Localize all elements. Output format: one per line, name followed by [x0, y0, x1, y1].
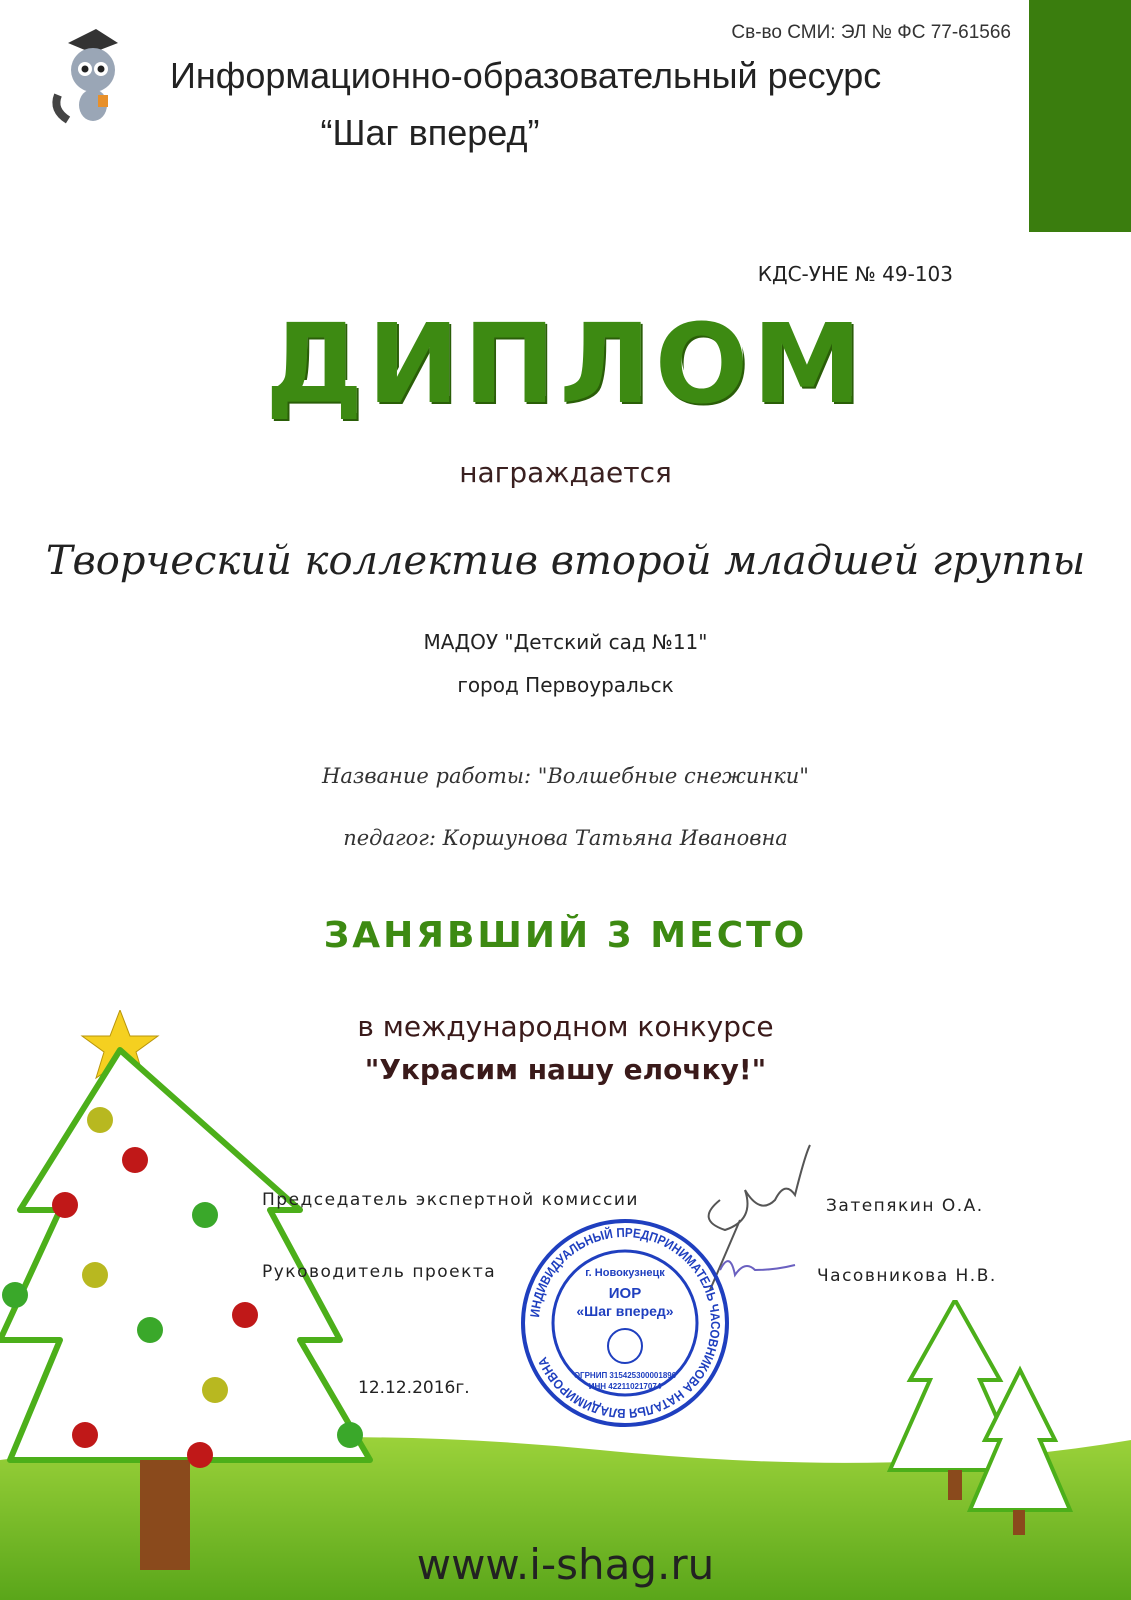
lead-name: Часовникова Н.В.: [817, 1266, 997, 1286]
stamp-ring-text: ИНДИВИДУАЛЬНЫЙ ПРЕДПРИНИМАТЕЛЬ ЧАСОВНИКОВА НАТАЛЬЯ ВЛАДИМИРОВНА: [527, 1224, 724, 1422]
official-stamp: [520, 1218, 730, 1428]
place-awarded: ЗАНЯВШИЙ 3 МЕСТО: [323, 915, 808, 956]
registration-number: Св-во СМИ: ЭЛ № ФС 77-61566: [731, 22, 1011, 43]
date: 12.12.2016г.: [358, 1378, 470, 1398]
contest-label: в международном конкурсе: [357, 1010, 774, 1043]
stamp-inn: ИНН 422110217074: [588, 1382, 662, 1391]
city: город Первоуральск: [457, 673, 674, 697]
diploma-number: КДС-УНЕ № 49-103: [757, 262, 953, 286]
resource-title: Информационно-образовательный ресурс: [170, 55, 882, 96]
green-corner-bar: [1029, 0, 1131, 232]
small-tree-icon: [870, 1300, 1100, 1540]
lead-label: Руководитель проекта: [262, 1262, 497, 1282]
diploma-title: ДИПЛОМ: [265, 300, 866, 428]
awarded-label: награждается: [459, 456, 672, 489]
stamp-name: «Шаг вперед»: [576, 1303, 674, 1319]
website-link[interactable]: www.i-shag.ru: [416, 1540, 715, 1589]
recipient-name: Творческий коллектив второй младшей группы: [45, 538, 1086, 584]
stamp-ogrnip: ОГРНИП 315425300001890: [573, 1371, 677, 1380]
work-title: Название работы: "Волшебные снежинки": [322, 764, 809, 788]
chair-name: Затепякин О.А.: [826, 1196, 984, 1216]
stamp-ior: ИОР: [608, 1285, 642, 1302]
resource-name: “Шаг вперед”: [320, 112, 540, 153]
chair-label: Председатель экспертной комиссии: [262, 1190, 639, 1210]
teacher-name: педагог: Коршунова Татьяна Ивановна: [343, 826, 788, 850]
christmas-tree-icon: [0, 1010, 380, 1600]
stamp-city: г. Новокузнецк: [585, 1267, 665, 1279]
organization: МАДОУ "Детский сад №11": [423, 630, 708, 654]
svg-text:ИНДИВИДУАЛЬНЫЙ ПРЕДПРИНИМАТЕЛЬ: [527, 1225, 723, 1421]
contest-name: "Украсим нашу елочку!": [364, 1053, 767, 1086]
